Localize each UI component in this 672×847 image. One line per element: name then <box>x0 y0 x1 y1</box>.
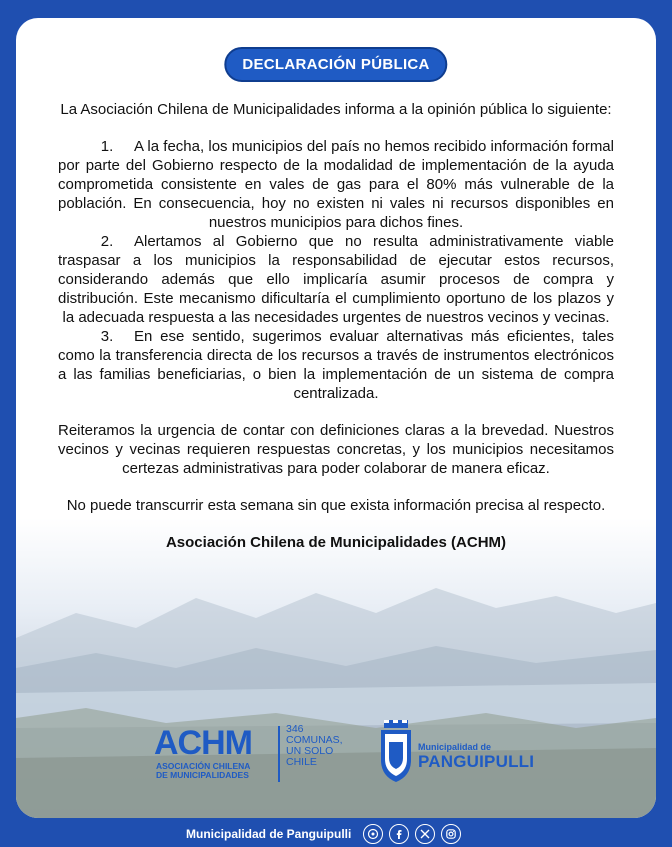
list-item <box>58 327 614 403</box>
social-footer <box>176 822 498 846</box>
footer-label: Municipalidad de Panguipulli <box>186 827 352 841</box>
signature: Asociación Chilena de Municipalidades (ACHM) <box>165 534 507 551</box>
achm-logo <box>154 723 343 784</box>
achm-acronym: ACHM <box>154 724 252 762</box>
web-icon[interactable] <box>363 824 383 844</box>
item-text: Alertamos al Gobierno que no resulta administrativamente viable traspasar a los municipios la responsabilidad de ejecutar estos recursos, considerando además que ello implicaría asumir procesos de compra y distribución. Este mecanismo dificultaría el cumplimiento oportuno de los plazos y la adecuada respuesta a las necesidades urgentes de nuestros vecinos y vecinas. <box>58 233 614 326</box>
x-icon[interactable] <box>415 824 435 844</box>
panguipulli-logo <box>378 718 538 784</box>
closing-paragraph: No puede transcurrir esta semana sin que exista información precisa al respecto. <box>66 497 606 514</box>
item-number: 1. <box>100 138 114 155</box>
item-text: En ese sentido, sugerimos evaluar alternativas más eficientes, tales como la transferencia directa de los recursos a través de instrumentos electrónicos a las familias beneficiarias, o bien la implementación de un sistema de compra centralizada. <box>58 328 614 402</box>
facebook-icon[interactable] <box>389 824 409 844</box>
declaration-badge: DECLARACIÓN PÚBLICA <box>224 47 447 82</box>
closing-paragraph: Reiteramos la urgencia de contar con definiciones claras a la brevedad. Nuestros vecinos y vecinas requieren respuestas concretas, y los municipios necesitamos certezas administrativas para poder colaborar de manera eficaz. <box>58 422 614 477</box>
logos-row <box>16 718 656 788</box>
item-number: 3. <box>100 328 114 345</box>
achm-divider <box>278 726 280 782</box>
achm-fullname: ASOCIACIÓN CHILENA DE MUNICIPALIDADES <box>156 761 251 780</box>
item-text: A la fecha, los municipios del país no hemos recibido información formal por parte del Gobierno respecto de la modalidad de implementación de la ayuda comprometida consistente en vales de gas para el 80% más vulnerable de la población. En consecuencia, hoy no existen ni vales ni recursos disponibles en nuestros municipios para dichos fines. <box>58 138 614 231</box>
muni-label-top: Municipalidad de <box>418 742 492 752</box>
list-item <box>58 232 614 327</box>
muni-label-name: PANGUIPULLI <box>418 752 535 771</box>
statement-card <box>16 18 656 818</box>
achm-slogan: 346 COMUNAS, UN SOLO CHILE <box>286 723 343 768</box>
statement-body <box>58 100 614 567</box>
intro-paragraph: La Asociación Chilena de Municipalidades informa a la opinión pública lo siguiente: <box>60 101 612 118</box>
instagram-icon[interactable] <box>441 824 461 844</box>
item-number: 2. <box>100 233 114 250</box>
list-item <box>58 137 614 232</box>
crest-icon <box>378 718 414 784</box>
